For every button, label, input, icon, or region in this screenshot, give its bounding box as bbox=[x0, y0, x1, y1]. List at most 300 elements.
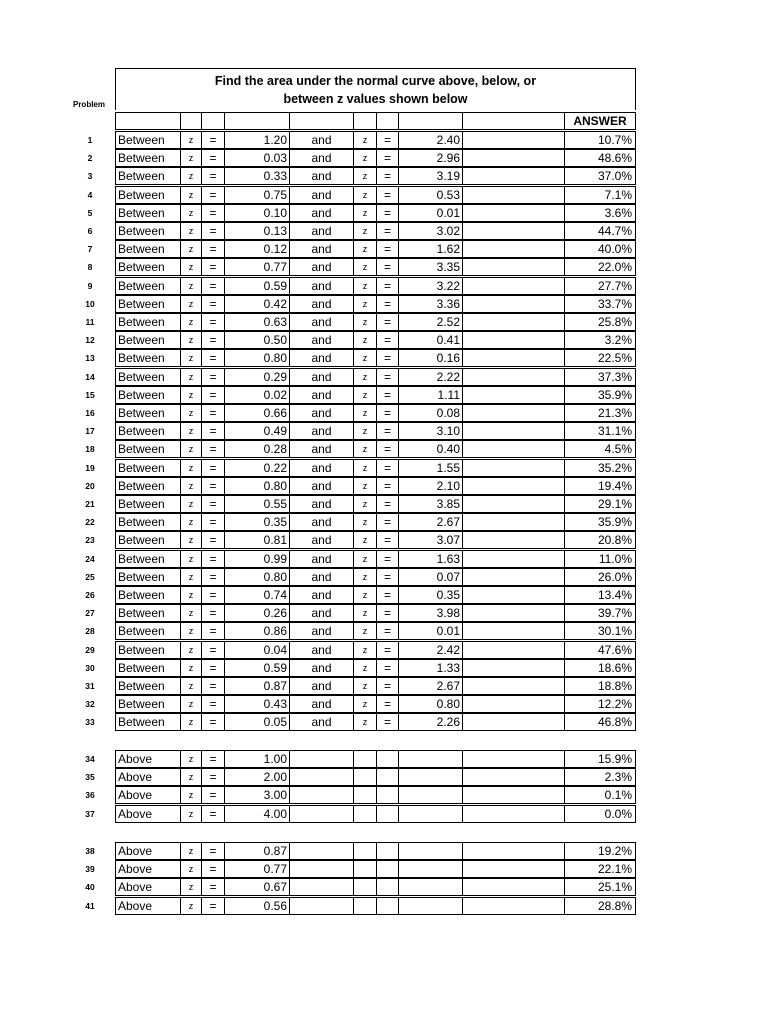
problem-number: 12 bbox=[85, 335, 95, 346]
problem-type: Between bbox=[115, 713, 180, 731]
table-row bbox=[0, 295, 768, 313]
z-value-2: 0.41 bbox=[398, 331, 462, 349]
problem-number: 31 bbox=[85, 681, 95, 691]
header-cell bbox=[115, 112, 180, 130]
z-label: z bbox=[180, 240, 201, 258]
problem-type: Between bbox=[115, 459, 180, 477]
problem-type: Above bbox=[115, 750, 180, 768]
problem-type: Between bbox=[115, 368, 180, 386]
z-value-1: 1.00 bbox=[224, 750, 289, 768]
z-label: z bbox=[180, 513, 201, 531]
title-line-2: between z values shown below bbox=[283, 92, 468, 106]
z-label: z bbox=[180, 713, 201, 731]
answer-value: 26.0% bbox=[564, 568, 636, 586]
answer-value: 22.1% bbox=[564, 860, 636, 878]
blank-cell bbox=[462, 768, 564, 786]
z-value-1: 0.74 bbox=[224, 586, 289, 604]
equals-sign-2: = bbox=[376, 149, 398, 167]
problem-type: Between bbox=[115, 240, 180, 258]
equals-sign-2: = bbox=[376, 604, 398, 622]
z-value-2 bbox=[398, 768, 462, 786]
table-row bbox=[0, 786, 768, 804]
z-label-2 bbox=[353, 786, 376, 804]
z-label: z bbox=[180, 695, 201, 713]
problem-number: 34 bbox=[85, 754, 95, 764]
z-label: z bbox=[180, 404, 201, 422]
table-row bbox=[0, 604, 768, 622]
problem-number: 23 bbox=[85, 535, 95, 546]
problem-number: 21 bbox=[85, 499, 95, 509]
z-value-1: 0.28 bbox=[224, 440, 289, 458]
z-label: z bbox=[180, 878, 201, 896]
blank-cell bbox=[462, 713, 564, 731]
equals-sign: = bbox=[201, 386, 224, 404]
problem-number: 20 bbox=[85, 480, 95, 491]
answer-value: 29.1% bbox=[564, 495, 636, 513]
equals-sign-2 bbox=[376, 878, 398, 896]
answer-value: 48.6% bbox=[564, 149, 636, 167]
z-value-2: 2.67 bbox=[398, 513, 462, 531]
table-row bbox=[0, 695, 768, 713]
equals-sign: = bbox=[201, 768, 224, 786]
equals-sign-2: = bbox=[376, 368, 398, 386]
z-value-1: 0.56 bbox=[224, 897, 289, 915]
problem-number: 39 bbox=[85, 864, 95, 875]
table-row bbox=[0, 622, 768, 640]
answer-value: 47.6% bbox=[564, 641, 636, 659]
problem-type: Between bbox=[115, 277, 180, 295]
problem-number: 4 bbox=[87, 189, 93, 200]
equals-sign: = bbox=[201, 258, 224, 276]
z-value-1: 0.49 bbox=[224, 422, 289, 440]
equals-sign: = bbox=[201, 713, 224, 731]
blank-cell bbox=[462, 422, 564, 440]
answer-value: 22.0% bbox=[564, 258, 636, 276]
blank-cell bbox=[462, 513, 564, 531]
and-label: and bbox=[289, 586, 353, 604]
equals-sign-2: = bbox=[376, 222, 398, 240]
problem-type: Between bbox=[115, 531, 180, 549]
problem-type: Between bbox=[115, 495, 180, 513]
z-value-1: 0.55 bbox=[224, 495, 289, 513]
problem-number: 25 bbox=[85, 571, 95, 582]
answer-value: 18.6% bbox=[564, 659, 636, 677]
equals-sign-2: = bbox=[376, 258, 398, 276]
z-label-2: z bbox=[353, 641, 376, 659]
equals-sign-2: = bbox=[376, 459, 398, 477]
z-label: z bbox=[180, 313, 201, 331]
problem-number: 28 bbox=[85, 626, 95, 637]
equals-sign: = bbox=[201, 750, 224, 768]
equals-sign: = bbox=[201, 131, 224, 149]
answer-value: 35.9% bbox=[564, 513, 636, 531]
problem-number: 33 bbox=[85, 717, 95, 728]
problem-type: Between bbox=[115, 659, 180, 677]
problem-type: Above bbox=[115, 897, 180, 915]
z-label: z bbox=[180, 897, 201, 915]
table-row bbox=[0, 713, 768, 731]
problem-type: Between bbox=[115, 386, 180, 404]
blank-cell bbox=[462, 586, 564, 604]
z-value-1: 0.67 bbox=[224, 878, 289, 896]
blank-cell bbox=[462, 659, 564, 677]
z-label: z bbox=[180, 495, 201, 513]
z-value-2: 2.67 bbox=[398, 677, 462, 695]
problem-type: Between bbox=[115, 295, 180, 313]
table-row bbox=[0, 131, 768, 149]
answer-value: 3.2% bbox=[564, 331, 636, 349]
table-row bbox=[0, 422, 768, 440]
blank-cell bbox=[462, 531, 564, 549]
blank-cell bbox=[462, 477, 564, 495]
z-label: z bbox=[180, 349, 201, 367]
equals-sign-2: = bbox=[376, 167, 398, 185]
answer-value: 2.3% bbox=[564, 768, 636, 786]
problem-number: 5 bbox=[87, 207, 93, 218]
z-value-2: 1.11 bbox=[398, 386, 462, 404]
equals-sign-2: = bbox=[376, 186, 398, 204]
answer-value: 25.1% bbox=[564, 878, 636, 896]
z-value-1: 0.63 bbox=[224, 313, 289, 331]
z-label-2: z bbox=[353, 167, 376, 185]
z-value-2: 2.52 bbox=[398, 313, 462, 331]
problem-type: Between bbox=[115, 604, 180, 622]
z-value-2: 0.35 bbox=[398, 586, 462, 604]
table-row bbox=[0, 222, 768, 240]
problem-number: 40 bbox=[85, 882, 95, 893]
z-label: z bbox=[180, 860, 201, 878]
z-value-1: 0.99 bbox=[224, 550, 289, 568]
and-label: and bbox=[289, 495, 353, 513]
table-row bbox=[0, 477, 768, 495]
answer-value: 22.5% bbox=[564, 349, 636, 367]
z-label: z bbox=[180, 768, 201, 786]
problem-type: Between bbox=[115, 149, 180, 167]
z-value-2: 0.53 bbox=[398, 186, 462, 204]
table-row bbox=[0, 149, 768, 167]
problem-number: 17 bbox=[85, 426, 95, 437]
problem-type: Between bbox=[115, 677, 180, 695]
problem-type: Above bbox=[115, 786, 180, 804]
problem-number: 18 bbox=[85, 444, 95, 455]
blank-cell bbox=[462, 131, 564, 149]
answer-value: 19.4% bbox=[564, 477, 636, 495]
blank-cell bbox=[462, 897, 564, 915]
equals-sign-2: = bbox=[376, 677, 398, 695]
table-row bbox=[0, 568, 768, 586]
z-label-2: z bbox=[353, 331, 376, 349]
equals-sign-2 bbox=[376, 768, 398, 786]
z-label-2: z bbox=[353, 713, 376, 731]
table-row bbox=[0, 240, 768, 258]
z-value-1: 0.42 bbox=[224, 295, 289, 313]
header-cell bbox=[353, 112, 376, 130]
z-value-1: 0.35 bbox=[224, 513, 289, 531]
problem-type: Above bbox=[115, 842, 180, 860]
z-value-1: 0.80 bbox=[224, 568, 289, 586]
and-label: and bbox=[289, 695, 353, 713]
problem-type: Between bbox=[115, 422, 180, 440]
table-row bbox=[0, 550, 768, 568]
z-value-2: 2.40 bbox=[398, 131, 462, 149]
z-label: z bbox=[180, 368, 201, 386]
and-label: and bbox=[289, 550, 353, 568]
equals-sign: = bbox=[201, 240, 224, 258]
z-value-1: 0.75 bbox=[224, 186, 289, 204]
problem-type: Between bbox=[115, 167, 180, 185]
table-row bbox=[0, 513, 768, 531]
problem-column-label: Problem bbox=[72, 100, 105, 109]
z-label: z bbox=[180, 440, 201, 458]
table-row bbox=[0, 368, 768, 386]
problem-number: 9 bbox=[87, 280, 93, 291]
equals-sign-2 bbox=[376, 842, 398, 860]
z-value-1: 0.80 bbox=[224, 477, 289, 495]
z-label-2 bbox=[353, 897, 376, 915]
z-value-1: 0.87 bbox=[224, 677, 289, 695]
z-value-1: 0.50 bbox=[224, 331, 289, 349]
z-value-1: 4.00 bbox=[224, 805, 289, 823]
equals-sign: = bbox=[201, 622, 224, 640]
z-label-2 bbox=[353, 805, 376, 823]
answer-value: 4.5% bbox=[564, 440, 636, 458]
answer-value: 0.0% bbox=[564, 805, 636, 823]
table-row bbox=[0, 897, 768, 915]
z-label-2: z bbox=[353, 695, 376, 713]
table-row bbox=[0, 531, 768, 549]
z-label: z bbox=[180, 149, 201, 167]
and-label: and bbox=[289, 186, 353, 204]
blank-cell bbox=[462, 440, 564, 458]
equals-sign-2: = bbox=[376, 713, 398, 731]
z-value-1: 0.13 bbox=[224, 222, 289, 240]
blank-cell bbox=[462, 805, 564, 823]
equals-sign: = bbox=[201, 604, 224, 622]
answer-value: 35.2% bbox=[564, 459, 636, 477]
problem-type: Above bbox=[115, 805, 180, 823]
z-label-2: z bbox=[353, 349, 376, 367]
z-label: z bbox=[180, 568, 201, 586]
answer-value: 18.8% bbox=[564, 677, 636, 695]
z-label-2: z bbox=[353, 513, 376, 531]
equals-sign: = bbox=[201, 586, 224, 604]
equals-sign: = bbox=[201, 404, 224, 422]
z-value-2: 3.10 bbox=[398, 422, 462, 440]
table-row bbox=[0, 331, 768, 349]
problem-number: 8 bbox=[87, 262, 93, 273]
problem-number: 14 bbox=[85, 371, 95, 382]
and-label bbox=[289, 805, 353, 823]
z-value-2: 0.80 bbox=[398, 695, 462, 713]
equals-sign: = bbox=[201, 422, 224, 440]
equals-sign: = bbox=[201, 860, 224, 878]
z-label-2 bbox=[353, 750, 376, 768]
problem-number: 36 bbox=[85, 790, 95, 801]
z-value-2 bbox=[398, 786, 462, 804]
and-label: and bbox=[289, 513, 353, 531]
equals-sign: = bbox=[201, 805, 224, 823]
z-value-1: 0.66 bbox=[224, 404, 289, 422]
blank-cell bbox=[462, 786, 564, 804]
column-header-row bbox=[0, 112, 768, 130]
and-label: and bbox=[289, 641, 353, 659]
z-label-2 bbox=[353, 878, 376, 896]
and-label bbox=[289, 750, 353, 768]
problem-type: Between bbox=[115, 477, 180, 495]
z-label-2: z bbox=[353, 422, 376, 440]
equals-sign: = bbox=[201, 459, 224, 477]
equals-sign-2: = bbox=[376, 641, 398, 659]
z-value-1: 0.26 bbox=[224, 604, 289, 622]
and-label bbox=[289, 786, 353, 804]
answer-value: 21.3% bbox=[564, 404, 636, 422]
z-value-1: 0.81 bbox=[224, 531, 289, 549]
z-value-1: 1.20 bbox=[224, 131, 289, 149]
equals-sign-2 bbox=[376, 750, 398, 768]
problem-type: Between bbox=[115, 586, 180, 604]
equals-sign-2: = bbox=[376, 550, 398, 568]
problem-type: Between bbox=[115, 131, 180, 149]
equals-sign: = bbox=[201, 786, 224, 804]
z-value-1: 0.12 bbox=[224, 240, 289, 258]
equals-sign: = bbox=[201, 313, 224, 331]
table-row bbox=[0, 805, 768, 823]
and-label: and bbox=[289, 349, 353, 367]
z-label-2: z bbox=[353, 568, 376, 586]
table-row bbox=[0, 349, 768, 367]
z-value-1: 0.59 bbox=[224, 659, 289, 677]
equals-sign: = bbox=[201, 204, 224, 222]
problem-type: Between bbox=[115, 440, 180, 458]
problem-number: 13 bbox=[85, 353, 95, 364]
problem-number: 35 bbox=[85, 772, 95, 783]
equals-sign-2: = bbox=[376, 495, 398, 513]
z-label: z bbox=[180, 131, 201, 149]
z-label-2: z bbox=[353, 586, 376, 604]
and-label bbox=[289, 897, 353, 915]
z-label-2: z bbox=[353, 604, 376, 622]
table-row bbox=[0, 842, 768, 860]
z-value-2: 3.02 bbox=[398, 222, 462, 240]
z-value-1: 0.03 bbox=[224, 149, 289, 167]
problem-type: Between bbox=[115, 349, 180, 367]
table-row bbox=[0, 459, 768, 477]
z-value-2: 3.98 bbox=[398, 604, 462, 622]
equals-sign: = bbox=[201, 695, 224, 713]
answer-value: 25.8% bbox=[564, 313, 636, 331]
z-label-2: z bbox=[353, 131, 376, 149]
and-label: and bbox=[289, 277, 353, 295]
equals-sign-2: = bbox=[376, 386, 398, 404]
problem-number: 26 bbox=[85, 590, 95, 600]
blank-cell bbox=[462, 349, 564, 367]
and-label: and bbox=[289, 240, 353, 258]
z-label: z bbox=[180, 805, 201, 823]
answer-value: 10.7% bbox=[564, 131, 636, 149]
equals-sign: = bbox=[201, 477, 224, 495]
equals-sign-2 bbox=[376, 805, 398, 823]
blank-cell bbox=[462, 641, 564, 659]
z-value-1: 0.22 bbox=[224, 459, 289, 477]
table-row bbox=[0, 750, 768, 768]
equals-sign-2: = bbox=[376, 568, 398, 586]
and-label: and bbox=[289, 677, 353, 695]
z-label-2 bbox=[353, 860, 376, 878]
z-label-2: z bbox=[353, 222, 376, 240]
blank-cell bbox=[462, 258, 564, 276]
z-label-2: z bbox=[353, 477, 376, 495]
equals-sign: = bbox=[201, 550, 224, 568]
z-value-2: 2.26 bbox=[398, 713, 462, 731]
z-value-2: 0.01 bbox=[398, 622, 462, 640]
answer-value: 0.1% bbox=[564, 786, 636, 804]
problem-type: Between bbox=[115, 313, 180, 331]
problem-number: 22 bbox=[85, 517, 95, 528]
problem-number: 32 bbox=[85, 699, 95, 710]
equals-sign-2: = bbox=[376, 313, 398, 331]
equals-sign-2: = bbox=[376, 531, 398, 549]
z-label-2: z bbox=[353, 459, 376, 477]
and-label: and bbox=[289, 204, 353, 222]
table-row bbox=[0, 677, 768, 695]
blank-cell bbox=[462, 167, 564, 185]
equals-sign: = bbox=[201, 495, 224, 513]
blank-cell bbox=[462, 550, 564, 568]
z-value-2 bbox=[398, 897, 462, 915]
z-label-2: z bbox=[353, 240, 376, 258]
problem-number: 10 bbox=[85, 298, 95, 309]
z-value-1: 0.43 bbox=[224, 695, 289, 713]
z-label-2: z bbox=[353, 258, 376, 276]
table-row bbox=[0, 878, 768, 896]
answer-header: ANSWER bbox=[564, 112, 636, 130]
blank-cell bbox=[462, 295, 564, 313]
problem-type: Between bbox=[115, 204, 180, 222]
and-label: and bbox=[289, 459, 353, 477]
table-row bbox=[0, 386, 768, 404]
table-row bbox=[0, 186, 768, 204]
equals-sign-2: = bbox=[376, 695, 398, 713]
z-label-2: z bbox=[353, 531, 376, 549]
and-label: and bbox=[289, 531, 353, 549]
header-cell bbox=[376, 112, 398, 130]
problem-type: Above bbox=[115, 860, 180, 878]
z-value-2: 1.33 bbox=[398, 659, 462, 677]
z-label: z bbox=[180, 295, 201, 313]
problem-type: Between bbox=[115, 513, 180, 531]
blank-cell bbox=[462, 860, 564, 878]
equals-sign: = bbox=[201, 167, 224, 185]
and-label bbox=[289, 768, 353, 786]
z-value-2 bbox=[398, 878, 462, 896]
z-label: z bbox=[180, 422, 201, 440]
z-value-2 bbox=[398, 860, 462, 878]
equals-sign-2: = bbox=[376, 513, 398, 531]
answer-value: 15.9% bbox=[564, 750, 636, 768]
equals-sign: = bbox=[201, 331, 224, 349]
z-label-2 bbox=[353, 768, 376, 786]
z-value-1: 0.86 bbox=[224, 622, 289, 640]
z-value-2 bbox=[398, 805, 462, 823]
table-row bbox=[0, 204, 768, 222]
equals-sign: = bbox=[201, 878, 224, 896]
z-label: z bbox=[180, 477, 201, 495]
z-label: z bbox=[180, 622, 201, 640]
and-label: and bbox=[289, 659, 353, 677]
blank-cell bbox=[462, 404, 564, 422]
problem-type: Between bbox=[115, 222, 180, 240]
equals-sign: = bbox=[201, 368, 224, 386]
